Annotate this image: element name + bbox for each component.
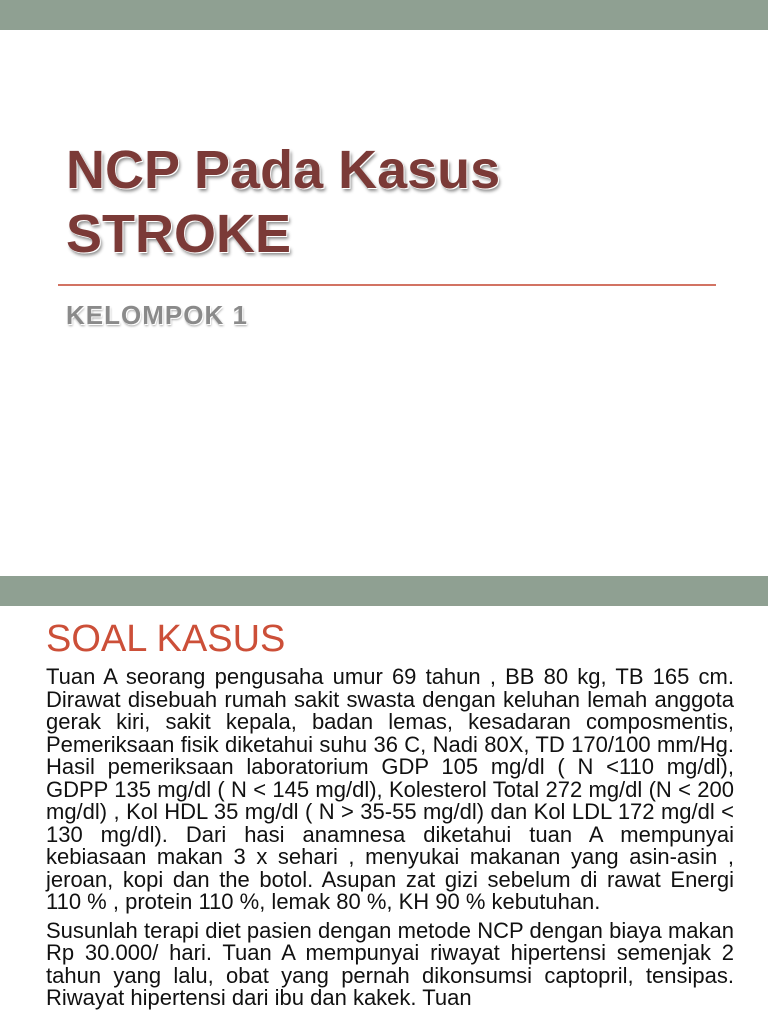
slide-separator-band [0, 576, 768, 606]
slide-title [66, 138, 726, 266]
title-divider [58, 284, 716, 286]
case-paragraph-2: Susunlah terapi diet pasien dengan metode NCP dengan biaya makan Rp 30.000/ hari. Tuan A mempunyai riwayat hipertensi semenjak 2 tahun yang lalu, obat yang pernah dikonsumsi captopril, tensipas. Riwayat hipertensi dari ibu dan kakek. Tuan [46, 917, 734, 1010]
slide-subtitle: KELOMPOK 1 [66, 300, 248, 330]
case-body [46, 666, 734, 1016]
title-line-2: STROKE [66, 204, 292, 264]
case-paragraph-1: Tuan A seorang pengusaha umur 69 tahun , BB 80 kg, TB 165 cm. Dirawat disebuah rumah sakit swasta dengan keluhan lemah anggota gerak kiri, sakit kepala, badan lemas, kesadaran composmentis, Pemeriksaan fisik diketahui suhu 36 C, Nadi 80X, TD 170/100 mm/Hg. Hasil pemeriksaan laboratorium GDP 105 mg/dl ( N <110 mg/dl), GDPP 135 mg/dl ( N < 145 mg/dl), Kolesterol Total 272 mg/dl (N < 200 mg/dl) , Kol HDL 35 mg/dl ( N > 35-55 mg/dl) dan Kol LDL 172 mg/dl < 130 mg/dl). Dari hasi anamnesa diketahui tuan A mempunyai kebiasaan makan 3 x sehari , menyukai makanan yang asin-asin , jeroan, kopi dan the botol. Asupan zat gizi sebelum di rawat Energi 110 % , protein 110 %, lemak 80 %, KH 90 % kebutuhan. [46, 664, 734, 914]
case-heading: SOAL KASUS [46, 618, 286, 660]
top-band [0, 0, 768, 30]
title-line-1: NCP Pada Kasus [66, 140, 501, 200]
